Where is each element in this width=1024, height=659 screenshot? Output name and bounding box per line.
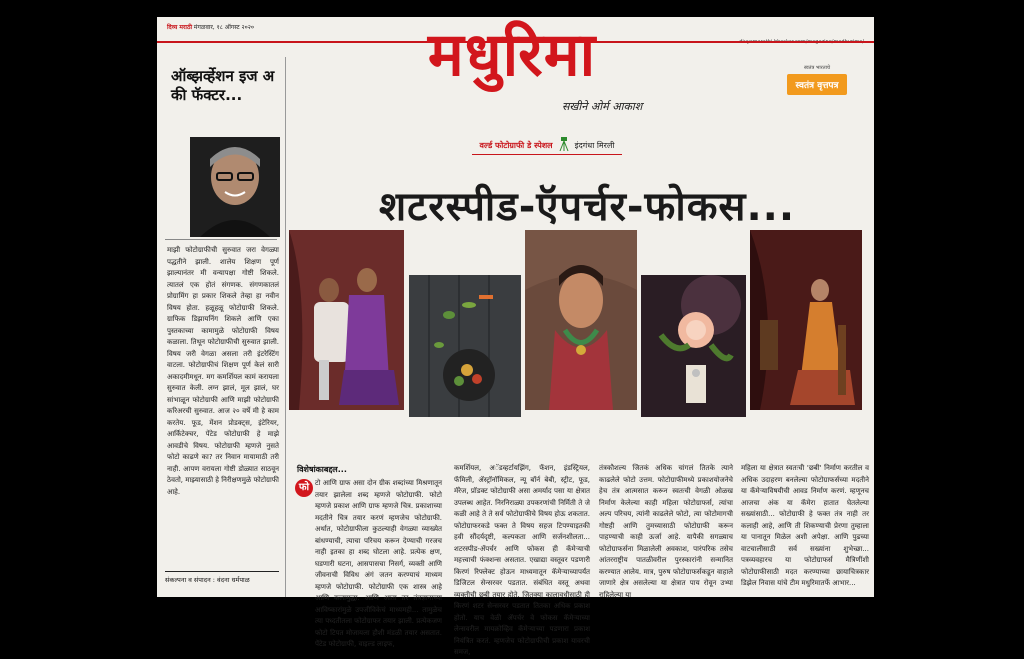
photo-couple — [289, 230, 404, 410]
main-headline: शटरस्पीड-ऍपर्चर-फोकस... — [378, 184, 796, 230]
masthead-tagline: सखीने ओर्म आकाश — [562, 100, 643, 113]
photo-bride-jewelry — [525, 230, 637, 410]
brand-badge: स्वतंत्र वृत्तपत्र — [787, 74, 847, 95]
dropcap: फो — [295, 479, 313, 497]
special-author: इंदगंधा मिरली — [574, 141, 615, 150]
photo-woman-seated — [750, 230, 862, 410]
article-column-2: कमर्शियल, अॅडव्हर्टायझिंग, फॅशन, इंडस्ट्रियल, फॅमिली, ॲस्ट्रॉनॉमिकल, न्यू बॉर्न बेबी, स्ट्रीट, फूड, मॅरेज, प्रॉडक्ट फोटोग्राफी असा अमर्याद पसा या क्षेत्रात उपलब्ध आहेत. निरनिराळ्या उपकरणांची निर्मिती ते जे कळी आहे ते ते सर्व फोटोग्राफीचे विषय होऊ शकतात. फोटोग्राफरकडे फक्त ते विषय सहज टिपण्याइतकी हवी सौंदर्यदृष्टी, कल्पकता आणि सर्जनशीलता... शटरस्पीड-ॲपर्चर आणि फोकस ही कॅमेऱ्याची महत्त्वाची फंक्शन्स असतात. एखाद्या वस्तूवर पडणारी किरणं रिफ्लेक्ट होऊन माध्यमातून कॅमेऱ्याच्यापर्यंत डिजिटल सेन्सरवर पडतात. संबंधित वस्तू अथवा व्यक्तीची छबी तयार होते. जितक्या कालावधीसाठी ही किरणं शटर सेन्सरवर पडतात तितका अधिक प्रकाश होतो. याच वेळी ॲपर्चर वे फोकस कॅमेऱ्याच्या लेन्सवरील मायक्रोव्हिव कॅमेऱ्याच्या पडणारा प्रकाश नियंत्रित करतं. म्हणजेच फोटोग्राफीची प्रकाश यावरची समज, — [454, 464, 590, 656]
editor-credit: संकल्पना व संपादन : वंदना धर्मपाळ — [165, 571, 279, 584]
newspaper-page — [157, 17, 874, 656]
issue-date: मंगळवार, १८ ऑगस्ट २०२० — [193, 24, 255, 31]
sidebar-body-text: माझी फोटोग्राफीची सुरुवात जरा वेगळ्या पद्धतीने झाली. शालेय शिक्षण पूर्ण झाल्यानंतर मी वन्यापक्षा गोष्टी शिकले. त्यातलं एक होतं संगणक. संगणकातलं प्रोग्रामिंग हा प्रकार शिकले तेव्हा हा नवीन विषय होता. हळूहळू फोटोग्राफी शिकले. ग्राफिक डिझायनिंग शिकले आणि एका पुस्तकाच्या कामामुळे फोटोग्राफी विषय कळाला. तिथून फोटोग्राफीची सुरुवात झाली. विषय जरी वेगळा असला तरी इंटरेस्टिंग वाटला. फोटोग्राफीचं शिक्षण पूर्ण केलं सारी अकादमीमधून. मग कमर्शियल कामं करायला सुरुवात केली. लग्न झालं, मूल झालं, घर सांभाळून फोटोग्राफी आणि माझी फोटोग्राफी करिअरची सुरुवात. आज २० वर्षे मी हे काम करतेय. फूड, मेंशन प्रोडक्ट्स, इंटेरियर, आर्किटेक्चर, पेंटेड फोटोग्राफी हे माझे आवडीचे विषय. फोटोग्राफी म्हणजे नुसते फोटो काढणे का? तर निवान मायामाठी तरी नाही. आपण वरायला गोष्टी डोळ्यात साठवून ठेवतो, माझ्यासाठी हे निरीक्षणमुळे फोटोग्राफी आहे. — [167, 246, 279, 496]
photo-food — [409, 275, 521, 417]
photo-gallery — [157, 17, 874, 417]
sidebar-title: ऑब्झर्व्हेशन इज अ की फॅक्टर... — [171, 67, 275, 104]
masthead-title: मधुरिमा — [427, 20, 597, 90]
special-label: वर्ल्ड फोटोग्राफी डे स्पेशल — [479, 141, 553, 150]
photo-flower-still-life — [641, 275, 746, 417]
newspaper-name: दिव्य मराठी — [167, 24, 192, 31]
article-column-4: महिला या क्षेत्रात स्वतःची 'छबी' निर्माण करतील व अधिक उदाहरण बनलेल्या फोटोग्राफर्सच्या मदतीने या कॅमेऱ्याविषयीची आवड निर्माण करणं. म्हणूनच आजचा अंक या कॅमेरा हातात घेतलेल्या सख्यांसाठी... फोटोग्राफी हे फक्त तंत्र नाही तर कलाही आहे, आणि ती शिकण्याची प्रेरणा तुम्हाला या पानातून मिळेल अशी अपेक्षा. आणि पुढच्या वाटचालीसाठी सर्व सख्यांना शुभेच्छा... पत्रव्यवहारच या फोटोग्राफर्स मैत्रिणींशी फोटोग्राफीसाठी मदत करण्याच्या छायाचित्रकार डिझेल निवास यांचे टीम मधुरिमातर्फे आभार... — [741, 464, 869, 587]
article-column-3: तंत्रकौशल्य जितकं अधिक चांगलं तितके त्याने काढलेले फोटो उत्तम. फोटोग्राफीमध्ये प्रकाशयोजनेचे हेच तंत्र आत्मसात करून स्वतःची वेगळी ओळख निर्माण केलेल्या काही महिला फोटोग्राफर्स, त्यांचा अल्प परिचय, त्यांनी काढलेले फोटो, त्या फोटोमागची गोष्टही आणि तुमच्यासाठी फोटोग्राफी करून पाहण्याची काही ऊर्जा आहे. यापैकी सगळ्याच फोटोग्राफर्सना मिळालेली अवकाश, पारंपरिक तसेच आंतरराष्ट्रीय पातळीवरील पुरस्कारांनी सन्मानित करण्यात आलेय. मात्र, पुरुष फोटोग्राफर्सकडून वाहाले जाणारे क्षेत्र असलेल्या या क्षेत्रात पाय रोवून उभ्या राहिलेल्या या — [599, 464, 733, 599]
brand-top-text: स्वतंत्र भारताचे — [803, 65, 831, 71]
section-label: विशेषांकाबद्दल... — [297, 465, 347, 474]
article-column-1: टो आणि ग्राफ असा दोन ग्रीक शब्दांच्या मिश्रणातून तयार झालेला शब्द म्हणजे फोटोग्राफी. फोटो म्हणजे प्रकाश आणि ग्राफ म्हणजे चित्र. प्रकाशाच्या मदतीने चित्र तयार करणं म्हणजेच फोटोग्राफी. अर्थात, फोटोग्राफीला कुठल्याही वेगळ्या व्याख्येत बांधण्याची, त्याचा परिचय करून देण्याची गरजच नाही इतका हा शब्द घोटला आहे. प्रत्येक क्षण, घडणारी घटना, आसपासचा निसर्ग, व्यक्ती आणि जीवनाची विविध अंगं जतन करण्याचं माध्यम म्हणजे फोटोग्राफी. फोटोग्राफी एक शास्त्र आहे आणि कलामुद्धा. आणि आता तर तंत्रज्ञानाच्या आविष्कारांमुळे उपजीविकेचं माध्यमही... तामुळेच त्या पध्दतीतला फोटोग्राफर तयार झाली. प्रत्येकजण फोटो टिपत मोजायला हौशी मंडळी तयार असतात. पेंटेड फोटोग्राफी, वाइल्ड लाइफ, — [315, 479, 442, 648]
